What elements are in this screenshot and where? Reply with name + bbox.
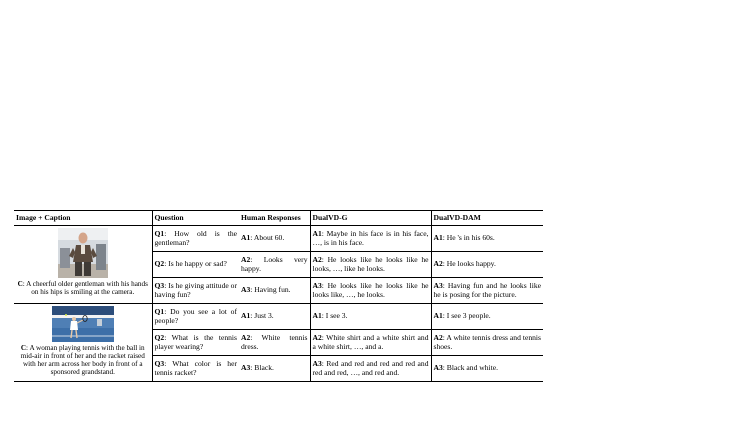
human-response-cell: A3: Black. (239, 356, 310, 382)
photo-tennis-player-icon (52, 306, 114, 342)
human-response-cell: A2: White tennis dress. (239, 330, 310, 356)
qualitative-results-table (14, 210, 543, 382)
human-response-cell: A3: Having fun. (239, 278, 310, 304)
image-caption: C: A woman playing tennis with the ball in mid-air in front of her and the racket raised with her arm across her body in front of a sponsored grandstand. (20, 344, 145, 377)
image-caption: C: A cheerful older gentleman with his hands on his hips is smiling at the camera. (17, 280, 148, 297)
question-cell: Q1: How old is the gentleman? (152, 226, 239, 252)
image-caption-cell (14, 304, 152, 382)
table-row (14, 226, 543, 252)
human-response-cell: A1: Just 3. (239, 304, 310, 330)
table-header-row (14, 211, 543, 226)
dualvd-dam-cell: A3: Black and white. (431, 356, 543, 382)
header-dualvd-g: DualVD-G (310, 211, 431, 226)
header-dualvd-dam: DualVD-DAM (431, 211, 543, 226)
photo-older-gentleman-icon (58, 228, 108, 278)
dualvd-dam-cell: A1: I see 3 people. (431, 304, 543, 330)
question-cell: Q3: What color is her tennis racket? (152, 356, 239, 382)
table-row (14, 304, 543, 330)
header-image-caption: Image + Caption (16, 212, 71, 222)
dualvd-dam-cell: A1: He 's in his 60s. (431, 226, 543, 252)
dualvd-dam-cell: A3: Having fun and he looks like he is posing for the picture. (431, 278, 543, 304)
header-human-responses: Human Responses (241, 212, 301, 222)
dualvd-dam-cell: A2: A white tennis dress and tennis shoes. (431, 330, 543, 356)
dualvd-g-cell: A3: Red and red and red and red and red and red, …, and red and. (310, 356, 431, 382)
human-response-cell: A1: About 60. (241, 233, 285, 243)
question-cell: Q2: Is he happy or sad? (152, 252, 239, 278)
image-caption-cell (14, 226, 152, 304)
dualvd-g-cell: A2: He looks like he looks like he looks, …, like he looks. (310, 252, 431, 278)
header-question: Question (152, 211, 239, 226)
dualvd-g-cell: A3: He looks like he looks like he looks like, …, he looks. (310, 278, 431, 304)
dualvd-g-cell: A1: I see 3. (310, 304, 431, 330)
question-cell: Q2: What is the tennis player wearing? (152, 330, 239, 356)
question-cell: Q1: Do you see a lot of people? (152, 304, 239, 330)
dualvd-dam-cell: A2: He looks happy. (431, 252, 543, 278)
dualvd-g-cell: A2: White shirt and a white shirt and a white shirt, …, and a. (310, 330, 431, 356)
dualvd-g-cell: A1: Maybe in his face is in his face, …, is in his face. (310, 226, 431, 252)
human-response-cell: A2: Looks very happy. (239, 252, 310, 278)
results-table-container (14, 210, 543, 382)
question-cell: Q3: Is he giving attitude or having fun? (152, 278, 239, 304)
